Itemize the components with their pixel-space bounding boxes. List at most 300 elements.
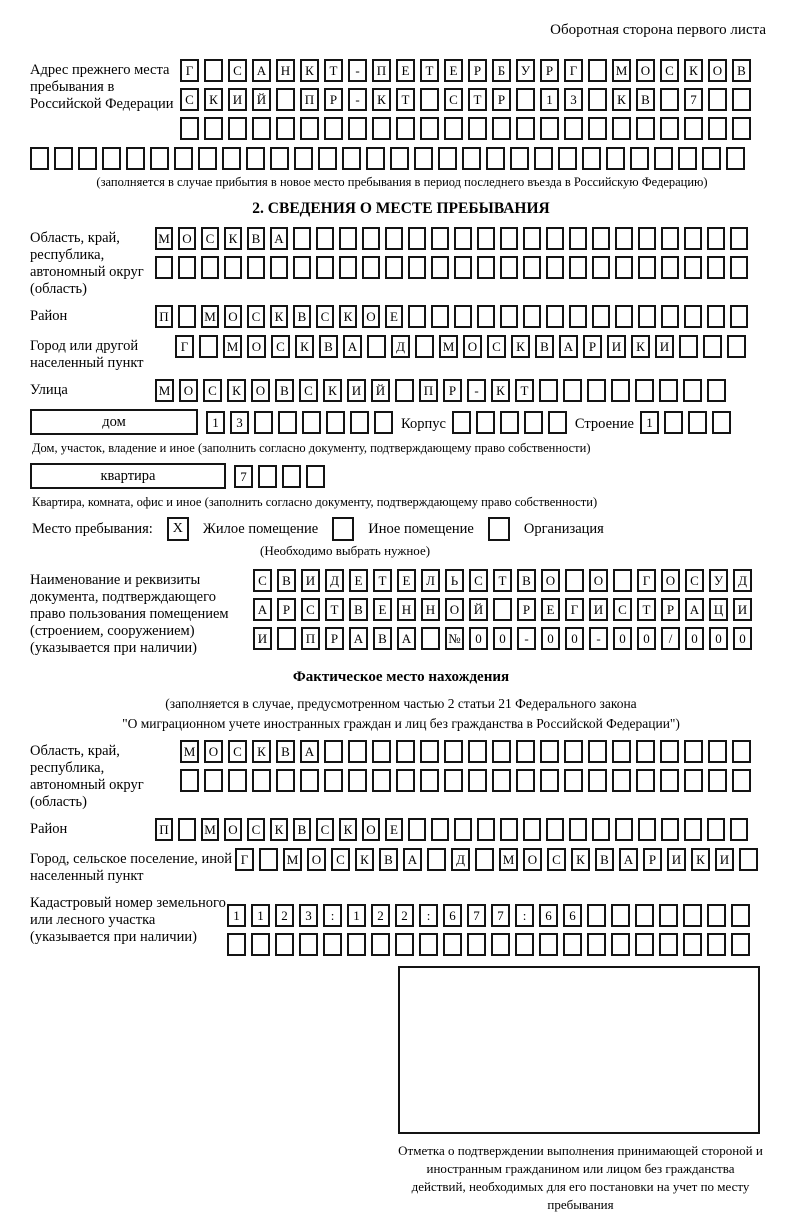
char-cell[interactable] bbox=[454, 227, 472, 250]
char-cell[interactable]: В bbox=[293, 818, 311, 841]
char-cell[interactable]: : bbox=[419, 904, 438, 927]
char-cell[interactable] bbox=[540, 740, 559, 763]
char-cell[interactable] bbox=[252, 117, 271, 140]
char-cell[interactable] bbox=[476, 411, 495, 434]
char-cell[interactable]: С bbox=[316, 305, 334, 328]
char-cell[interactable]: М bbox=[155, 227, 173, 250]
char-cell[interactable] bbox=[638, 305, 656, 328]
char-cell[interactable] bbox=[180, 117, 199, 140]
char-cell[interactable] bbox=[564, 769, 583, 792]
char-cell[interactable]: 0 bbox=[685, 627, 704, 650]
char-cell[interactable]: Г bbox=[565, 598, 584, 621]
char-cell[interactable] bbox=[324, 117, 343, 140]
char-cell[interactable] bbox=[630, 147, 649, 170]
char-cell[interactable]: С bbox=[247, 305, 265, 328]
char-cell[interactable] bbox=[707, 305, 725, 328]
char-cell[interactable]: С bbox=[316, 818, 334, 841]
char-cell[interactable] bbox=[592, 818, 610, 841]
char-cell[interactable] bbox=[523, 227, 541, 250]
char-cell[interactable] bbox=[615, 256, 633, 279]
char-cell[interactable] bbox=[688, 411, 707, 434]
char-cell[interactable] bbox=[612, 117, 631, 140]
char-cell[interactable] bbox=[516, 769, 535, 792]
char-cell[interactable] bbox=[395, 933, 414, 956]
char-cell[interactable]: Й bbox=[252, 88, 271, 111]
char-cell[interactable] bbox=[201, 256, 219, 279]
char-cell[interactable]: К bbox=[224, 227, 242, 250]
char-cell[interactable]: В bbox=[595, 848, 614, 871]
char-cell[interactable]: О bbox=[661, 569, 680, 592]
char-cell[interactable] bbox=[293, 256, 311, 279]
char-cell[interactable]: 3 bbox=[230, 411, 249, 434]
char-cell[interactable]: О bbox=[362, 305, 380, 328]
char-cell[interactable]: Т bbox=[373, 569, 392, 592]
char-cell[interactable] bbox=[730, 227, 748, 250]
char-cell[interactable] bbox=[592, 256, 610, 279]
char-cell[interactable] bbox=[500, 227, 518, 250]
char-cell[interactable] bbox=[730, 818, 748, 841]
char-cell[interactable] bbox=[438, 147, 457, 170]
char-cell[interactable]: Н bbox=[421, 598, 440, 621]
char-cell[interactable]: Е bbox=[385, 818, 403, 841]
char-cell[interactable] bbox=[299, 933, 318, 956]
char-cell[interactable] bbox=[150, 147, 169, 170]
char-cell[interactable] bbox=[707, 379, 726, 402]
char-cell[interactable] bbox=[178, 305, 196, 328]
char-cell[interactable]: Т bbox=[637, 598, 656, 621]
char-cell[interactable] bbox=[477, 818, 495, 841]
char-cell[interactable]: К bbox=[355, 848, 374, 871]
char-cell[interactable]: 3 bbox=[299, 904, 318, 927]
char-cell[interactable] bbox=[396, 740, 415, 763]
char-cell[interactable] bbox=[444, 769, 463, 792]
char-cell[interactable]: Й bbox=[371, 379, 390, 402]
char-cell[interactable] bbox=[540, 769, 559, 792]
char-cell[interactable]: С bbox=[299, 379, 318, 402]
char-cell[interactable] bbox=[222, 147, 241, 170]
char-cell[interactable] bbox=[500, 818, 518, 841]
char-cell[interactable] bbox=[462, 147, 481, 170]
char-cell[interactable] bbox=[277, 627, 296, 650]
char-cell[interactable]: 0 bbox=[493, 627, 512, 650]
char-cell[interactable]: С bbox=[247, 818, 265, 841]
char-cell[interactable]: 7 bbox=[684, 88, 703, 111]
char-cell[interactable] bbox=[492, 117, 511, 140]
char-cell[interactable] bbox=[427, 848, 446, 871]
char-cell[interactable]: А bbox=[270, 227, 288, 250]
char-cell[interactable]: В bbox=[379, 848, 398, 871]
char-cell[interactable] bbox=[468, 769, 487, 792]
char-cell[interactable] bbox=[684, 769, 703, 792]
char-cell[interactable]: В bbox=[349, 598, 368, 621]
char-cell[interactable]: В bbox=[535, 335, 554, 358]
char-cell[interactable] bbox=[420, 740, 439, 763]
char-cell[interactable]: / bbox=[661, 627, 680, 650]
char-cell[interactable] bbox=[588, 59, 607, 82]
char-cell[interactable]: С bbox=[487, 335, 506, 358]
char-cell[interactable]: Е bbox=[396, 59, 415, 82]
char-cell[interactable] bbox=[500, 256, 518, 279]
char-cell[interactable] bbox=[408, 305, 426, 328]
char-cell[interactable]: Р bbox=[643, 848, 662, 871]
char-cell[interactable] bbox=[126, 147, 145, 170]
char-cell[interactable]: К bbox=[227, 379, 246, 402]
char-cell[interactable]: О bbox=[247, 335, 266, 358]
char-cell[interactable]: Н bbox=[276, 59, 295, 82]
char-cell[interactable] bbox=[612, 740, 631, 763]
char-cell[interactable] bbox=[228, 769, 247, 792]
char-cell[interactable]: Е bbox=[349, 569, 368, 592]
char-cell[interactable] bbox=[444, 740, 463, 763]
char-cell[interactable] bbox=[683, 933, 702, 956]
char-cell[interactable] bbox=[546, 305, 564, 328]
char-cell[interactable] bbox=[102, 147, 121, 170]
char-cell[interactable]: И bbox=[607, 335, 626, 358]
char-cell[interactable] bbox=[660, 117, 679, 140]
char-cell[interactable]: 1 bbox=[251, 904, 270, 927]
char-cell[interactable] bbox=[684, 818, 702, 841]
char-cell[interactable] bbox=[661, 818, 679, 841]
char-cell[interactable]: Т bbox=[324, 59, 343, 82]
char-cell[interactable] bbox=[408, 256, 426, 279]
char-cell[interactable] bbox=[654, 147, 673, 170]
char-cell[interactable] bbox=[454, 818, 472, 841]
char-cell[interactable]: 1 bbox=[640, 411, 659, 434]
char-cell[interactable] bbox=[660, 88, 679, 111]
char-cell[interactable] bbox=[431, 818, 449, 841]
char-cell[interactable] bbox=[548, 411, 567, 434]
char-cell[interactable] bbox=[408, 227, 426, 250]
char-cell[interactable] bbox=[664, 411, 683, 434]
char-cell[interactable]: М bbox=[612, 59, 631, 82]
char-cell[interactable] bbox=[452, 411, 471, 434]
char-cell[interactable] bbox=[246, 147, 265, 170]
char-cell[interactable] bbox=[259, 848, 278, 871]
char-cell[interactable]: 0 bbox=[541, 627, 560, 650]
char-cell[interactable]: И bbox=[733, 598, 752, 621]
char-cell[interactable] bbox=[419, 933, 438, 956]
char-cell[interactable] bbox=[276, 88, 295, 111]
char-cell[interactable] bbox=[546, 227, 564, 250]
char-cell[interactable] bbox=[615, 227, 633, 250]
char-cell[interactable]: 6 bbox=[563, 904, 582, 927]
char-cell[interactable]: К bbox=[691, 848, 710, 871]
char-cell[interactable] bbox=[635, 933, 654, 956]
char-cell[interactable]: С bbox=[301, 598, 320, 621]
char-cell[interactable] bbox=[420, 88, 439, 111]
char-cell[interactable]: С bbox=[469, 569, 488, 592]
char-cell[interactable]: Р bbox=[492, 88, 511, 111]
char-cell[interactable] bbox=[558, 147, 577, 170]
char-cell[interactable] bbox=[732, 769, 751, 792]
char-cell[interactable]: Т bbox=[325, 598, 344, 621]
char-cell[interactable] bbox=[318, 147, 337, 170]
char-cell[interactable] bbox=[684, 740, 703, 763]
char-cell[interactable]: О bbox=[307, 848, 326, 871]
char-cell[interactable] bbox=[592, 227, 610, 250]
char-cell[interactable]: В bbox=[319, 335, 338, 358]
char-cell[interactable]: 3 bbox=[564, 88, 583, 111]
char-cell[interactable] bbox=[431, 305, 449, 328]
char-cell[interactable] bbox=[275, 933, 294, 956]
char-cell[interactable]: О bbox=[523, 848, 542, 871]
char-cell[interactable]: 7 bbox=[491, 904, 510, 927]
char-cell[interactable]: Л bbox=[421, 569, 440, 592]
char-cell[interactable] bbox=[615, 305, 633, 328]
char-cell[interactable] bbox=[30, 147, 49, 170]
char-cell[interactable] bbox=[348, 117, 367, 140]
char-cell[interactable]: Р bbox=[468, 59, 487, 82]
char-cell[interactable] bbox=[251, 933, 270, 956]
char-cell[interactable]: 0 bbox=[469, 627, 488, 650]
char-cell[interactable] bbox=[732, 88, 751, 111]
char-cell[interactable] bbox=[569, 256, 587, 279]
char-cell[interactable] bbox=[486, 147, 505, 170]
char-cell[interactable]: 0 bbox=[637, 627, 656, 650]
char-cell[interactable] bbox=[431, 256, 449, 279]
char-cell[interactable]: И bbox=[667, 848, 686, 871]
char-cell[interactable]: - bbox=[348, 88, 367, 111]
char-cell[interactable] bbox=[592, 305, 610, 328]
char-cell[interactable]: Р bbox=[661, 598, 680, 621]
char-cell[interactable]: С bbox=[271, 335, 290, 358]
char-cell[interactable]: П bbox=[155, 818, 173, 841]
char-cell[interactable]: К bbox=[339, 305, 357, 328]
char-cell[interactable] bbox=[539, 379, 558, 402]
char-cell[interactable] bbox=[306, 465, 325, 488]
char-cell[interactable] bbox=[611, 904, 630, 927]
char-cell[interactable] bbox=[587, 904, 606, 927]
char-cell[interactable] bbox=[390, 147, 409, 170]
char-cell[interactable] bbox=[726, 147, 745, 170]
char-cell[interactable]: П bbox=[155, 305, 173, 328]
char-cell[interactable]: Р bbox=[325, 627, 344, 650]
char-cell[interactable]: К bbox=[339, 818, 357, 841]
char-cell[interactable]: Р bbox=[540, 59, 559, 82]
char-cell[interactable] bbox=[636, 740, 655, 763]
char-cell[interactable] bbox=[727, 335, 746, 358]
char-cell[interactable] bbox=[415, 335, 434, 358]
char-cell[interactable]: В bbox=[293, 305, 311, 328]
char-cell[interactable]: - bbox=[348, 59, 367, 82]
char-cell[interactable] bbox=[362, 256, 380, 279]
char-cell[interactable]: : bbox=[515, 904, 534, 927]
char-cell[interactable]: Р bbox=[517, 598, 536, 621]
char-cell[interactable]: И bbox=[347, 379, 366, 402]
char-cell[interactable]: 1 bbox=[540, 88, 559, 111]
char-cell[interactable]: Р bbox=[443, 379, 462, 402]
char-cell[interactable] bbox=[258, 465, 277, 488]
char-cell[interactable]: А bbox=[300, 740, 319, 763]
char-cell[interactable]: : bbox=[323, 904, 342, 927]
char-cell[interactable]: И bbox=[301, 569, 320, 592]
char-cell[interactable] bbox=[54, 147, 73, 170]
char-cell[interactable]: И bbox=[655, 335, 674, 358]
char-cell[interactable] bbox=[636, 117, 655, 140]
char-cell[interactable]: 6 bbox=[443, 904, 462, 927]
char-cell[interactable] bbox=[78, 147, 97, 170]
char-cell[interactable] bbox=[661, 256, 679, 279]
char-cell[interactable] bbox=[477, 256, 495, 279]
char-cell[interactable] bbox=[348, 769, 367, 792]
char-cell[interactable] bbox=[247, 256, 265, 279]
char-cell[interactable] bbox=[708, 740, 727, 763]
char-cell[interactable] bbox=[732, 117, 751, 140]
char-cell[interactable]: М bbox=[155, 379, 174, 402]
char-cell[interactable] bbox=[638, 818, 656, 841]
char-cell[interactable]: О bbox=[204, 740, 223, 763]
char-cell[interactable] bbox=[523, 818, 541, 841]
char-cell[interactable] bbox=[477, 227, 495, 250]
char-cell[interactable] bbox=[254, 411, 273, 434]
char-cell[interactable]: Г bbox=[637, 569, 656, 592]
char-cell[interactable]: 1 bbox=[347, 904, 366, 927]
char-cell[interactable]: К bbox=[511, 335, 530, 358]
char-cell[interactable]: Г bbox=[175, 335, 194, 358]
char-cell[interactable] bbox=[613, 569, 632, 592]
char-cell[interactable] bbox=[611, 933, 630, 956]
char-cell[interactable] bbox=[180, 769, 199, 792]
char-cell[interactable]: Й bbox=[469, 598, 488, 621]
char-cell[interactable]: О bbox=[708, 59, 727, 82]
char-cell[interactable]: О bbox=[636, 59, 655, 82]
char-cell[interactable] bbox=[708, 88, 727, 111]
char-cell[interactable]: О bbox=[541, 569, 560, 592]
char-cell[interactable] bbox=[475, 848, 494, 871]
char-cell[interactable] bbox=[707, 256, 725, 279]
char-cell[interactable]: К bbox=[372, 88, 391, 111]
char-cell[interactable] bbox=[661, 305, 679, 328]
char-cell[interactable]: С bbox=[685, 569, 704, 592]
char-cell[interactable] bbox=[421, 627, 440, 650]
char-cell[interactable] bbox=[730, 256, 748, 279]
char-cell[interactable]: М bbox=[201, 818, 219, 841]
char-cell[interactable] bbox=[684, 305, 702, 328]
char-cell[interactable] bbox=[565, 569, 584, 592]
char-cell[interactable] bbox=[683, 379, 702, 402]
char-cell[interactable] bbox=[534, 147, 553, 170]
char-cell[interactable] bbox=[350, 411, 369, 434]
char-cell[interactable] bbox=[678, 147, 697, 170]
char-cell[interactable] bbox=[431, 227, 449, 250]
checkbox-organizatsiya[interactable] bbox=[488, 517, 510, 541]
char-cell[interactable]: К bbox=[684, 59, 703, 82]
char-cell[interactable]: Д bbox=[451, 848, 470, 871]
char-cell[interactable] bbox=[708, 117, 727, 140]
char-cell[interactable] bbox=[659, 379, 678, 402]
char-cell[interactable] bbox=[564, 117, 583, 140]
char-cell[interactable]: И bbox=[228, 88, 247, 111]
char-cell[interactable]: Т bbox=[515, 379, 534, 402]
char-cell[interactable] bbox=[588, 117, 607, 140]
char-cell[interactable] bbox=[684, 256, 702, 279]
char-cell[interactable] bbox=[731, 933, 750, 956]
char-cell[interactable] bbox=[366, 147, 385, 170]
char-cell[interactable] bbox=[477, 305, 495, 328]
char-cell[interactable] bbox=[371, 933, 390, 956]
char-cell[interactable] bbox=[199, 335, 218, 358]
char-cell[interactable]: С bbox=[228, 59, 247, 82]
char-cell[interactable] bbox=[659, 904, 678, 927]
char-cell[interactable] bbox=[635, 904, 654, 927]
char-cell[interactable]: О bbox=[224, 818, 242, 841]
char-cell[interactable] bbox=[539, 933, 558, 956]
char-cell[interactable]: С bbox=[228, 740, 247, 763]
char-cell[interactable] bbox=[468, 117, 487, 140]
char-cell[interactable]: 0 bbox=[709, 627, 728, 650]
char-cell[interactable]: К bbox=[491, 379, 510, 402]
char-cell[interactable] bbox=[396, 117, 415, 140]
char-cell[interactable]: В bbox=[247, 227, 265, 250]
char-cell[interactable]: М bbox=[283, 848, 302, 871]
char-cell[interactable]: 0 bbox=[613, 627, 632, 650]
char-cell[interactable] bbox=[372, 740, 391, 763]
char-cell[interactable]: А bbox=[343, 335, 362, 358]
char-cell[interactable]: О bbox=[463, 335, 482, 358]
char-cell[interactable]: М bbox=[439, 335, 458, 358]
char-cell[interactable] bbox=[731, 904, 750, 927]
char-cell[interactable]: 6 bbox=[539, 904, 558, 927]
char-cell[interactable] bbox=[467, 933, 486, 956]
char-cell[interactable]: П bbox=[372, 59, 391, 82]
char-cell[interactable] bbox=[708, 769, 727, 792]
char-cell[interactable] bbox=[712, 411, 731, 434]
char-cell[interactable]: 7 bbox=[467, 904, 486, 927]
char-cell[interactable]: Е bbox=[444, 59, 463, 82]
char-cell[interactable] bbox=[587, 379, 606, 402]
char-cell[interactable] bbox=[707, 227, 725, 250]
char-cell[interactable] bbox=[569, 227, 587, 250]
char-cell[interactable] bbox=[679, 335, 698, 358]
char-cell[interactable] bbox=[523, 256, 541, 279]
checkbox-zhiloe-pomeshchenie[interactable]: X bbox=[167, 517, 189, 541]
char-cell[interactable]: Д bbox=[325, 569, 344, 592]
char-cell[interactable] bbox=[516, 88, 535, 111]
char-cell[interactable] bbox=[515, 933, 534, 956]
char-cell[interactable] bbox=[252, 769, 271, 792]
char-cell[interactable]: К bbox=[270, 305, 288, 328]
char-cell[interactable] bbox=[302, 411, 321, 434]
char-cell[interactable] bbox=[588, 88, 607, 111]
char-cell[interactable]: О bbox=[445, 598, 464, 621]
char-cell[interactable] bbox=[569, 818, 587, 841]
char-cell[interactable] bbox=[582, 147, 601, 170]
char-cell[interactable] bbox=[703, 335, 722, 358]
char-cell[interactable]: О bbox=[179, 379, 198, 402]
char-cell[interactable]: С bbox=[253, 569, 272, 592]
char-cell[interactable] bbox=[468, 740, 487, 763]
char-cell[interactable] bbox=[444, 117, 463, 140]
char-cell[interactable] bbox=[563, 379, 582, 402]
char-cell[interactable]: 1 bbox=[227, 904, 246, 927]
char-cell[interactable] bbox=[270, 256, 288, 279]
char-cell[interactable] bbox=[492, 740, 511, 763]
char-cell[interactable] bbox=[612, 769, 631, 792]
char-cell[interactable]: А bbox=[403, 848, 422, 871]
char-cell[interactable]: М bbox=[223, 335, 242, 358]
char-cell[interactable] bbox=[300, 117, 319, 140]
char-cell[interactable]: В bbox=[373, 627, 392, 650]
char-cell[interactable]: П bbox=[301, 627, 320, 650]
char-cell[interactable]: О bbox=[224, 305, 242, 328]
char-cell[interactable]: Р bbox=[583, 335, 602, 358]
char-cell[interactable]: А bbox=[559, 335, 578, 358]
char-cell[interactable]: Т bbox=[420, 59, 439, 82]
char-cell[interactable]: Д bbox=[733, 569, 752, 592]
char-cell[interactable] bbox=[326, 411, 345, 434]
char-cell[interactable]: В bbox=[275, 379, 294, 402]
char-cell[interactable]: И bbox=[589, 598, 608, 621]
